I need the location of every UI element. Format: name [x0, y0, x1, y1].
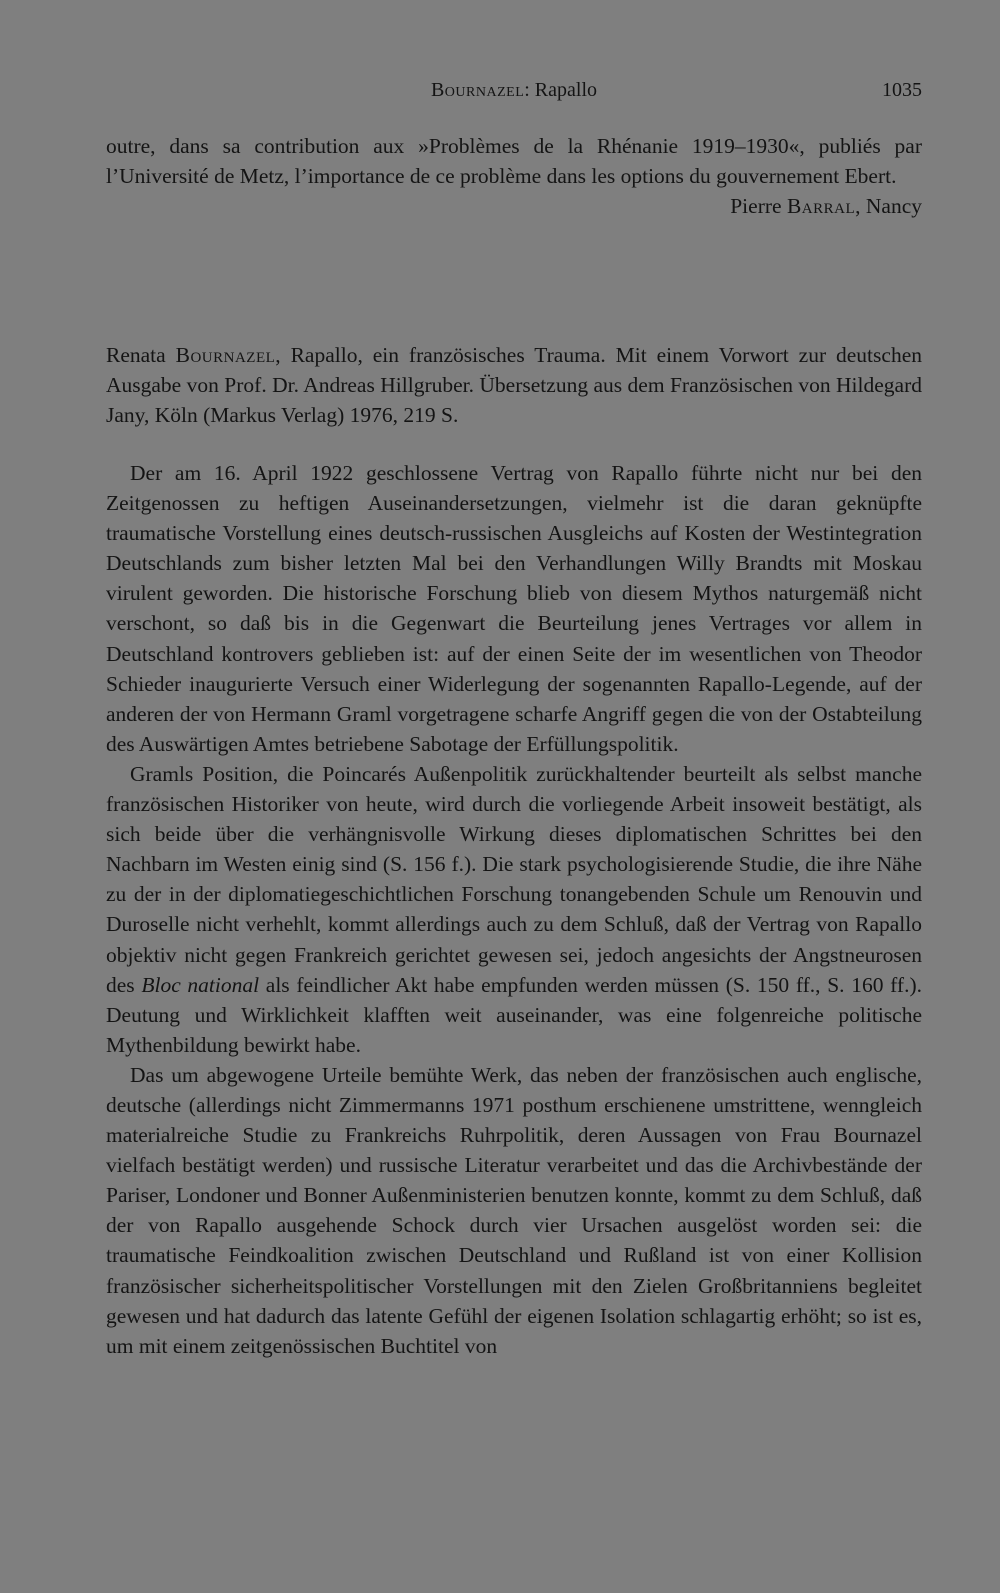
reviewer-signature: [106, 191, 922, 221]
previous-review-ending: [106, 131, 922, 221]
citation-paragraph: [106, 340, 922, 430]
running-head: [106, 75, 922, 105]
page: [106, 0, 922, 1593]
running-title-rest: : Rapallo: [524, 79, 598, 101]
running-title-author: Bournazel: [430, 79, 525, 101]
reviewer-surname: Barral: [786, 194, 856, 219]
previous-review-paragraph: outre, dans sa contribution aux »Problèmes de la Rhénanie 1919–1930«, publiés par l’Université de Metz, l’importance de ce problème dans les options du gouvernement Ebert.: [106, 134, 922, 189]
book-citation: [106, 340, 922, 430]
page-number: 1035: [882, 79, 922, 101]
review-body: [106, 458, 922, 1361]
review-p2-italic-term: Bloc national: [141, 972, 260, 997]
review-paragraph-1: Der am 16. April 1922 geschlossene Vertrag von Rapallo führte nicht nur bei den Zeitgenossen zu heftigen Auseinandersetzungen, vielmehr ist die daran geknüpfte traumatische Vorstellung eines deutsch-russischen Ausgleichs auf Kosten der Westintegration Deutschlands zum bisher letzten Mal bei den Verhandlungen Willy Brandts mit Moskau virulent geworden. Die historische Forschung blieb von diesem Mythos naturgemäß nicht verschont, so daß bis in die Gegenwart die Beurteilung jenes Vertrages vor allem in Deutschland kontrovers geblieben ist: auf der einen Seite der im wesentlichen von Theodor Schieder inaugurierte Versuch einer Widerlegung der sogenannten Rapallo-Legende, auf der anderen der von Hermann Graml vorgetragene scharfe Angriff gegen die von der Ostabteilung des Auswärtigen Amtes betriebene Sabotage der Erfüllungspolitik.: [106, 461, 922, 756]
citation-details: , Rapallo, ein französisches Trauma. Mit einem Vorwort zur deutschen Ausgabe von Prof. Dr. Andreas Hillgruber. Übersetzung aus dem Französischen von Hildegard Jany, Köln (Markus Verlag) 1976, 219 S.: [106, 343, 922, 428]
reviewer-first-name: Pierre: [730, 194, 787, 219]
review-paragraph-2: [106, 759, 922, 1060]
review-p2-text-b: als feindlicher Akt habe empfunden werden müssen (S. 150 ff., S. 160 ff.). Deutung und Wirklichkeit klafften weit auseinander, was eine folgenreiche politische Mythenbildung bewirkt habe.: [106, 972, 922, 1057]
running-title: [106, 75, 922, 105]
review-paragraph-3: Das um abgewogene Urteile bemühte Werk, das neben der französischen auch englische, deutsche (allerdings nicht Zimmermanns 1971 posthum erschienene umstrittene, wenngleich materialreiche Studie zu Frankreichs Ruhrpolitik, deren Aussagen von Frau Bournazel vielfach bestätigt werden) und russische Literatur verarbeitet und das die Archivbestände der Pariser, Londoner und Bonner Außenministerien benutzen konnte, kommt zu dem Schluß, daß der von Rapallo ausgehende Schock durch vier Ursachen ausgelöst worden sei: die traumatische Feindkoalition zwischen Deutschland und Rußland ist von einer Kollision französischer sicherheitspolitischer Vorstellungen mit den Zielen Großbritanniens begleitet gewesen und hat dadurch das latente Gefühl der eigenen Isolation schlagartig erhöht; so ist es, um mit einem zeitgenössischen Buchtitel von: [106, 1062, 922, 1358]
citation-author-first: Renata: [106, 343, 176, 367]
citation-author-surname: Bournazel: [175, 343, 276, 367]
review-p2-text-a: Gramls Position, die Poincarés Außenpolitik zurückhaltender beurteilt als selbst manche französischen Historiker von heute, wird durch die vorliegende Arbeit insoweit bestätigt, als sich beide über die verhängnisvolle Wirkung dieses diplomatischen Schrittes bei den Nachbarn im Westen einig sind (S. 156 f.). Die stark psychologisierende Studie, die ihre Nähe zu der in der diplomatiegeschichtlichen Forschung tonangebenden Schule um Renouvin und Duroselle nicht verhehlt, kommt allerdings auch zu dem Schluß, daß der Vertrag von Rapallo objektiv nicht gegen Frankreich gerichtet gewesen sei, jedoch angesichts der Angstneurosen des: [106, 761, 922, 997]
reviewer-place: , Nancy: [855, 194, 922, 219]
